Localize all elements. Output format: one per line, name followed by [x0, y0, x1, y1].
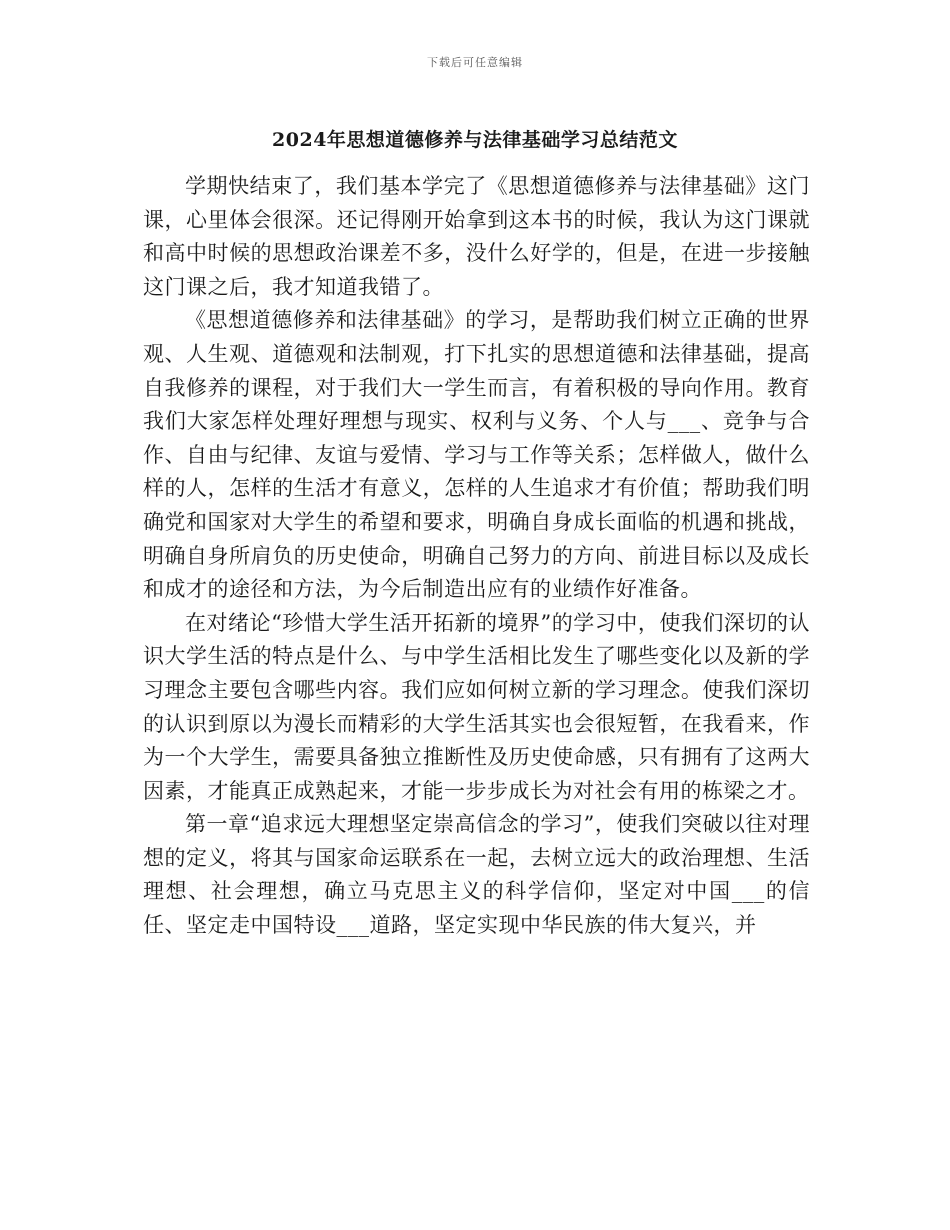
paragraph: 《思想道德修养和法律基础》的学习，是帮助我们树立正确的世界观、人生观、道德观和法制观，打下扎实的思想道德和法律基础，提高自我修养的课程，对于我们大一学生而言，有着积极的导向作用。教育我们大家怎样处理好理想与现实、权利与义务、个人与___、竞争与合作、自由与纪律、友谊与爱情、学习与工作等关系；怎样做人，做什么样的人，怎样的生活才有意义，怎样的人生追求才有价值；帮助我们明确党和国家对大学生的希望和要求，明确自身成长面临的机遇和挑战，明确自身所肩负的历史使命，明确自己努力的方向、前进目标以及成长和成才的途径和方法，为今后制造出应有的业绩作好准备。 [143, 308, 810, 602]
paragraph: 学期快结束了，我们基本学完了《思想道德修养与法律基础》这门课，心里体会很深。还记得刚开始拿到这本书的时候，我认为这门课就和高中时候的思想政治课差不多，没什么好学的，但是，在进一步接触这门课之后，我才知道我错了。 [143, 174, 810, 299]
document-body [143, 170, 810, 943]
document-title: 2024年思想道德修养与法律基础学习总结范文 [272, 129, 678, 151]
page-header-note: 下载后可任意编辑 [427, 56, 523, 69]
paragraph: 第一章“追求远大理想坚定崇高信念的学习”，使我们突破以往对理想的定义，将其与国家命运联系在一起，去树立远大的政治理想、生活理想、社会理想，确立马克思主义的科学信仰，坚定对中国___的信任、坚定走中国特设___道路，坚定实现中华民族的伟大复兴，并 [143, 812, 810, 938]
paragraph: 在对绪论“珍惜大学生活开拓新的境界”的学习中，使我们深切的认识大学生活的特点是什么、与中学生活相比发生了哪些变化以及新的学习理念主要包含哪些内容。我们应如何树立新的学习理念。使我们深切的认识到原以为漫长而精彩的大学生活其实也会很短暂，在我看来，作为一个大学生，需要具备独立推断性及历史使命感，只有拥有了这两大因素，才能真正成熟起来，才能一步步成长为对社会有用的栋梁之才。 [143, 610, 810, 803]
